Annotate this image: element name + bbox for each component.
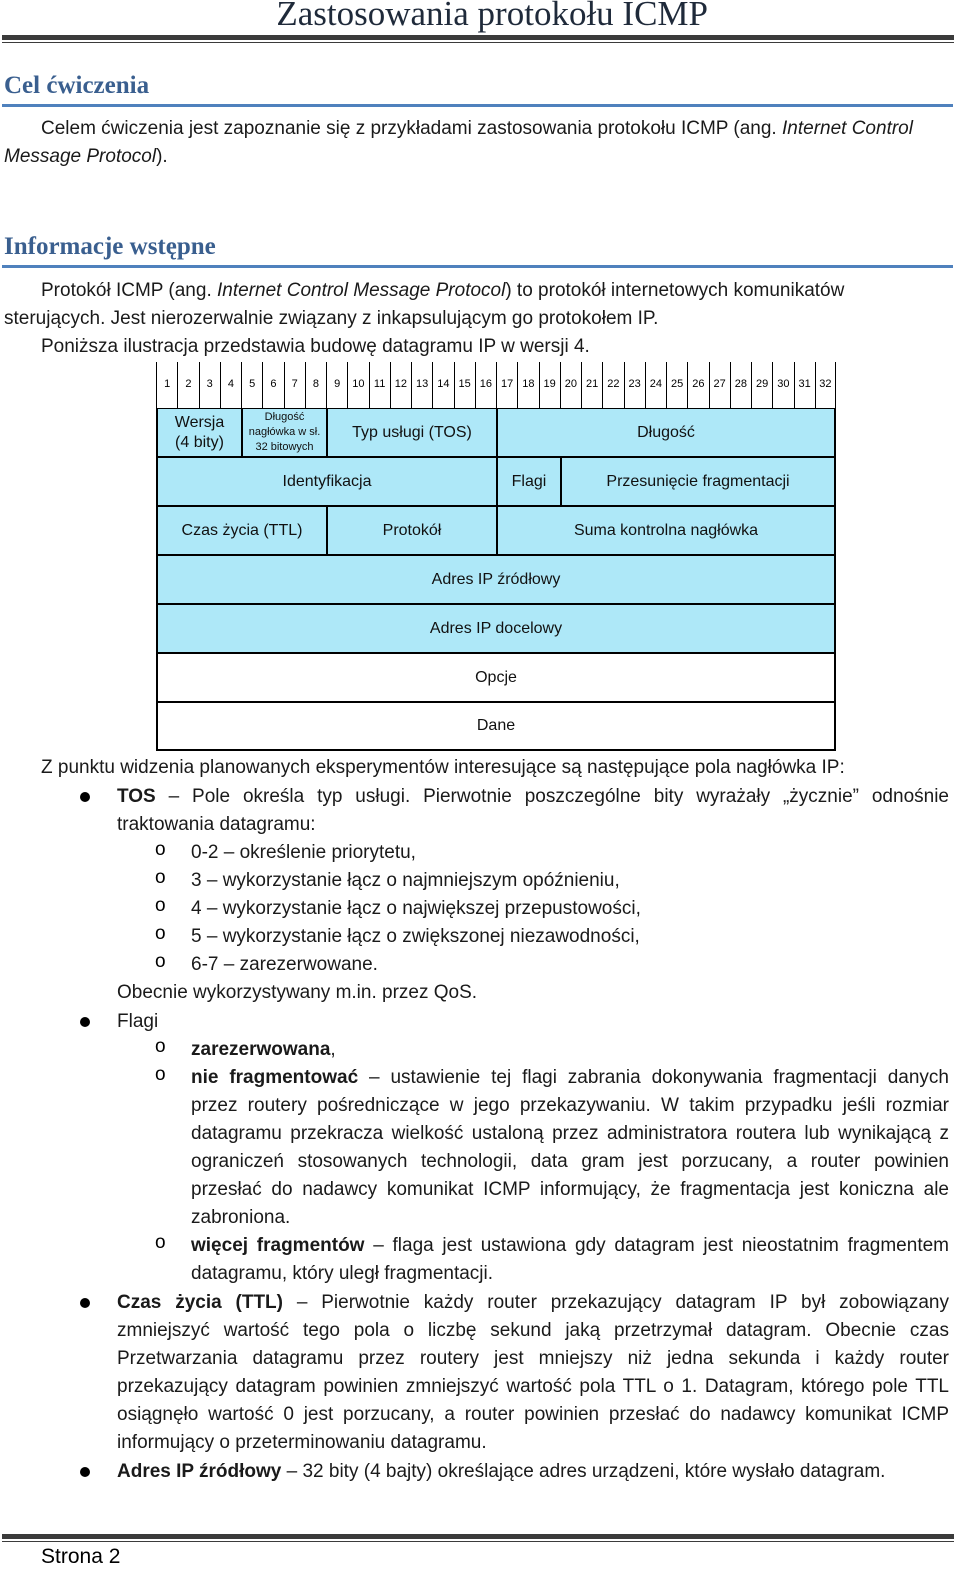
diagram-row-3 <box>156 506 836 555</box>
cel-paragraph <box>4 115 950 171</box>
flagi-item-2-text: – ustawienie tej flagi zabrania dokonywania fragmentacji danych przez routery pośredniczące w jego przekazywaniu. W takim przypadku jeśli rozmiar datagramu przekracza wielkość ustaloną przez administratora routera lub wynikającą z ograniczeń stosowanych technologii, data gram jest porzucany, a router powinien przesłać do nadawcy komunikat ICMP informujący, że fragmentacja jest koniczna ale zabroniona. <box>191 1067 949 1228</box>
flagi-item-1-rest: , <box>330 1039 336 1060</box>
diagram-row-5 <box>156 604 836 653</box>
bullet-tos <box>80 792 90 802</box>
tos-after: Obecnie wykorzystywany m.in. przez QoS. <box>117 982 478 1003</box>
sub-bullet: o <box>155 923 166 944</box>
info-text-2: ) to protokół internetowych komunikatów sterujących. Jest nierozerwalnie związany z inkapsulującym go protokołem IP. <box>4 280 845 329</box>
field-dlugosc-naglowka-line3: 32 bitowych <box>255 441 314 453</box>
footer-rule-thick <box>2 1534 954 1539</box>
diagram-row-2 <box>156 457 836 506</box>
bit-label: 31 <box>794 362 815 408</box>
sub-bullet: o <box>155 1036 166 1057</box>
flagi-item-1 <box>191 1036 336 1064</box>
info-paragraph <box>4 277 950 361</box>
bit-label: 21 <box>581 362 602 408</box>
field-dlugosc: Długość <box>637 423 695 441</box>
bit-label: 30 <box>772 362 793 408</box>
field-wersja-line2: (4 bity) <box>175 433 224 451</box>
bit-label: 25 <box>666 362 687 408</box>
bit-label: 32 <box>815 362 836 408</box>
tos-item-2: 3 – wykorzystanie łącz o najmniejszym opóźnieniu, <box>191 870 620 891</box>
ttl-term: Czas życia (TTL) <box>117 1292 283 1313</box>
bit-label: 28 <box>730 362 751 408</box>
section-heading-cel: Cel ćwiczenia <box>4 72 150 99</box>
diagram-row-1 <box>156 408 836 457</box>
ttl-text: – Pierwotnie każdy router przekazujący datagram IP był zobowiązany zmniejszyć wartość tego pola o liczbę sekund jaką przetrzymał datagram. Obecnie czas Przetwarzania datagramu przez routery jest mniejszy niż jedna sekunda i każdy router przekazujący datagram powinien zmniejszyć wartość pola TTL o 1. Datagram, którego pole TTL osiągnęło wartość 0 jest porzucany, a router powinien przesłać do nadawcy komunikat ICMP informujący o przeterminowaniu datagramu. <box>117 1292 949 1453</box>
header-rule-thin <box>2 42 954 43</box>
page-number: Strona 2 <box>41 1545 121 1568</box>
bit-label: 10 <box>347 362 368 408</box>
bit-label: 12 <box>390 362 411 408</box>
bit-label: 6 <box>262 362 283 408</box>
field-wersja <box>158 409 243 456</box>
page-title: Zastosowania protokołu ICMP <box>276 0 708 33</box>
tos-term: TOS <box>117 786 156 807</box>
header-rule-thick <box>2 35 954 40</box>
info-text-italic: Internet Control Message Protocol <box>217 280 506 301</box>
bit-label: 9 <box>326 362 347 408</box>
list-item-tos <box>117 783 949 839</box>
bit-label: 24 <box>645 362 666 408</box>
src-text: – 32 bity (4 bajty) określające adres urządzeni, które wysłało datagram. <box>281 1461 886 1482</box>
bit-label: 7 <box>284 362 305 408</box>
field-suma-kontrolna: Suma kontrolna nagłówka <box>573 521 759 539</box>
field-wersja-line1: Wersja <box>174 413 225 431</box>
bit-label: 19 <box>539 362 560 408</box>
diagram-row-6 <box>156 653 836 702</box>
bit-label: 18 <box>517 362 538 408</box>
flagi-item-1-term: zarezerwowana <box>191 1039 331 1060</box>
field-adres-zrodlowy: Adres IP źródłowy <box>431 570 561 588</box>
bit-label: 2 <box>177 362 198 408</box>
field-flagi: Flagi <box>498 458 562 505</box>
diagram-row-4 <box>156 555 836 604</box>
fields-intro-text: Z punktu widzenia planowanych eksperymentów interesujące są następujące pola nagłówka IP: <box>41 757 845 778</box>
ipv4-datagram-diagram <box>156 362 836 754</box>
field-opcje: Opcje <box>475 668 517 686</box>
sub-bullet: o <box>155 1232 166 1253</box>
sub-bullet: o <box>155 1064 166 1085</box>
field-dlugosc-naglowka-line1: Długość <box>264 411 305 423</box>
list-item-ttl <box>117 1289 949 1457</box>
sub-bullet: o <box>155 839 166 860</box>
field-dlugosc-naglowka <box>243 409 328 456</box>
bullet-flagi <box>80 1017 90 1027</box>
bit-label: 8 <box>305 362 326 408</box>
bit-ruler <box>156 362 836 408</box>
bit-label: 20 <box>560 362 581 408</box>
bit-label: 23 <box>624 362 645 408</box>
info-text-1: Protokół ICMP (ang. <box>41 280 218 301</box>
footer-rule-thin <box>2 1541 954 1542</box>
flagi-item-2 <box>191 1064 949 1232</box>
section-heading-info: Informacje wstępne <box>4 233 216 260</box>
fields-intro <box>4 754 950 782</box>
field-protokol: Protokół <box>328 507 498 554</box>
sub-bullet: o <box>155 895 166 916</box>
tos-text: – Pole określa typ usługi. Pierwotnie poszczególne bity wyrażały „życznie” odnośnie traktowania datagramu: <box>117 786 949 835</box>
diagram-row-7 <box>156 702 836 751</box>
bullet-ttl <box>80 1298 90 1308</box>
field-identyfikacja: Identyfikacja <box>158 458 498 505</box>
info-text-3: Poniższa ilustracja przedstawia budowę datagramu IP w wersji 4. <box>41 336 590 357</box>
bit-label: 27 <box>709 362 730 408</box>
cel-text-2: ). <box>156 146 168 167</box>
src-term: Adres IP źródłowy <box>117 1461 282 1482</box>
field-dlugosc-naglowka-line2: nagłówka w sł. <box>248 426 321 438</box>
bit-label: 4 <box>220 362 241 408</box>
bit-label: 5 <box>241 362 262 408</box>
bit-label: 11 <box>369 362 390 408</box>
flagi-item-2-term: nie fragmentować <box>191 1067 359 1088</box>
bit-label: 16 <box>475 362 496 408</box>
bit-label: 3 <box>199 362 220 408</box>
bit-label: 29 <box>751 362 772 408</box>
flagi-item-3-term: więcej fragmentów <box>191 1235 365 1256</box>
cel-text-italic: Internet Control Message Protocol <box>4 118 913 167</box>
sub-bullet: o <box>155 867 166 888</box>
section-rule-info <box>2 265 953 268</box>
bit-label: 22 <box>602 362 623 408</box>
field-przesuniecie: Przesunięcie fragmentacji <box>606 472 790 490</box>
tos-item-4: 5 – wykorzystanie łącz o zwiększonej niezawodności, <box>191 926 640 947</box>
section-rule-cel <box>2 104 953 107</box>
sub-bullet: o <box>155 951 166 972</box>
flagi-item-3 <box>191 1232 949 1288</box>
tos-item-1: 0-2 – określenie priorytetu, <box>191 842 416 863</box>
bit-label: 26 <box>687 362 708 408</box>
field-adres-docelowy: Adres IP docelowy <box>429 619 563 637</box>
cel-text-1: Celem ćwiczenia jest zapoznanie się z przykładami zastosowania protokołu ICMP (ang. <box>41 118 782 139</box>
field-ttl: Czas życia (TTL) <box>158 507 328 554</box>
field-tos: Typ usługi (TOS) <box>328 409 498 456</box>
field-dane: Dane <box>476 717 516 734</box>
flagi-item-3-text: – flaga jest ustawiona gdy datagram jest nieostatnim fragmentem datagramu, który uległ fragmentacji. <box>191 1235 949 1284</box>
bullet-src <box>80 1467 90 1477</box>
tos-item-5: 6-7 – zarezerwowane. <box>191 954 378 975</box>
tos-item-3: 4 – wykorzystanie łącz o największej przepustowości, <box>191 898 641 919</box>
bit-label: 1 <box>156 362 177 408</box>
bit-label: 15 <box>454 362 475 408</box>
list-item-src <box>117 1458 949 1486</box>
bit-label: 13 <box>411 362 432 408</box>
list-item-flagi: Flagi <box>117 1011 159 1032</box>
bit-label: 17 <box>496 362 517 408</box>
bit-label: 14 <box>432 362 453 408</box>
